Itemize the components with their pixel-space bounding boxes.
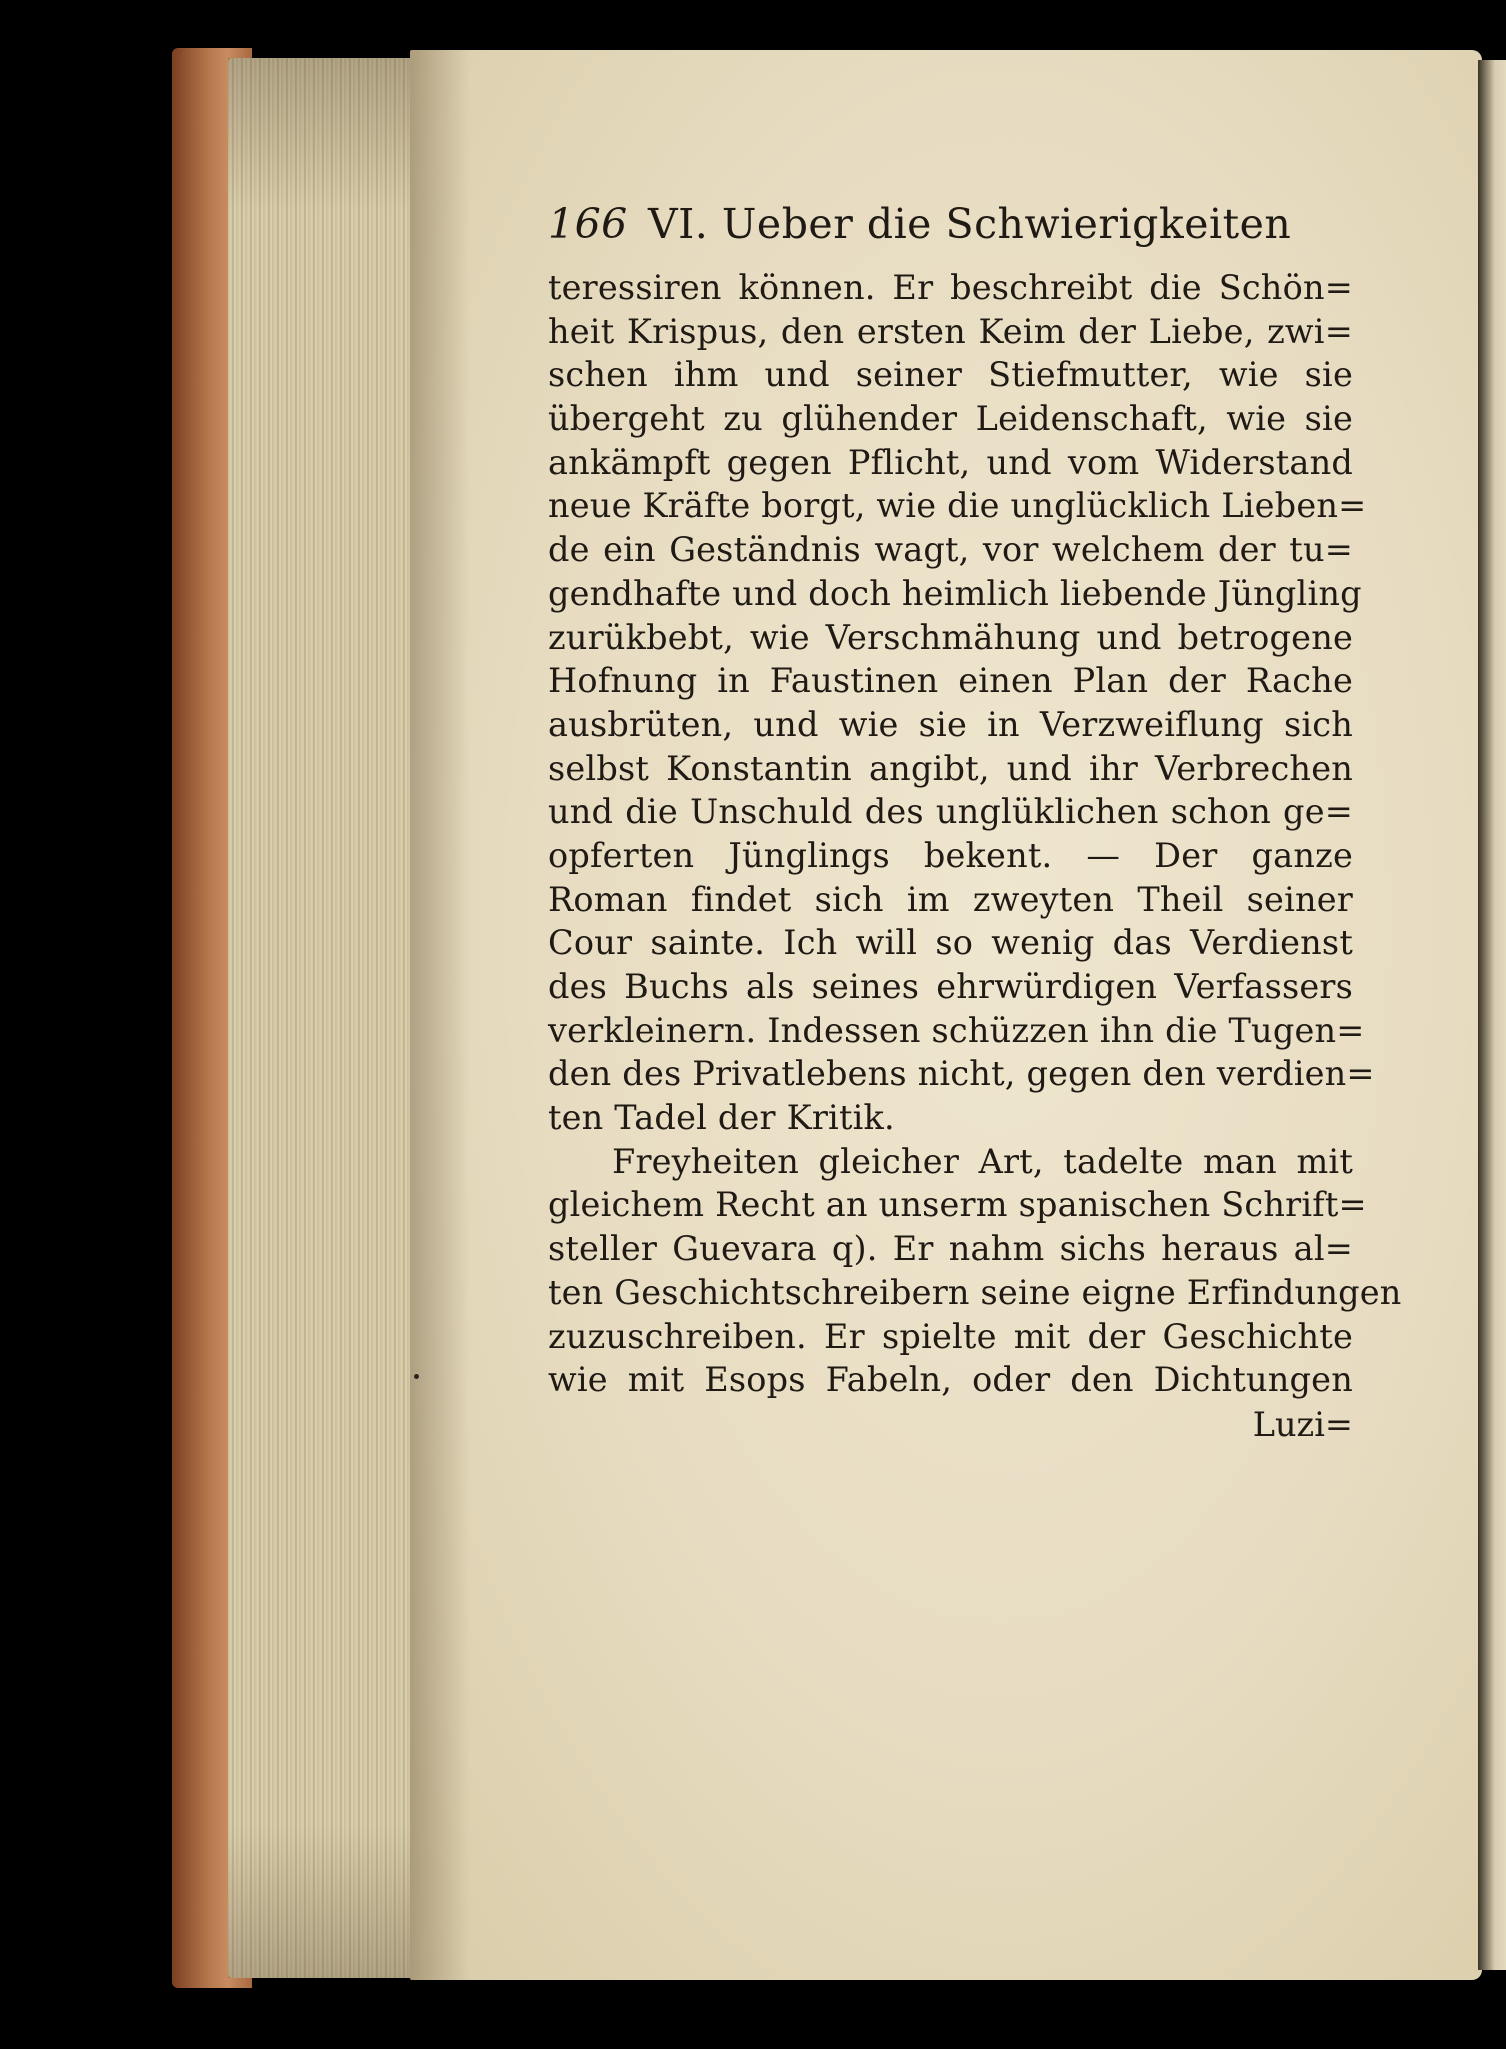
- text-block: [548, 200, 1402, 1448]
- margin-mark: [414, 1374, 419, 1379]
- facing-page-edge: [1478, 60, 1506, 1970]
- text-line: ankämpft gegen Pflicht, und vom Widerstand: [548, 442, 1353, 482]
- page-header: [548, 200, 1353, 266]
- text-line: Roman findet sich im zweyten Theil seiner: [548, 879, 1353, 919]
- text-line: und die Unschuld des unglüklichen schon ge=: [548, 792, 1353, 832]
- page-edges-shade: [228, 58, 418, 1978]
- gutter-shadow: [410, 50, 470, 1980]
- text-line: übergeht zu glühender Leidenschaft, wie sie: [548, 399, 1353, 439]
- text-line: gleichem Recht an unserm spanischen Schrift=: [548, 1185, 1367, 1225]
- text-line: steller Guevara q). Er nahm sichs heraus al=: [548, 1229, 1353, 1269]
- catchword: Luzi=: [1252, 1404, 1353, 1444]
- text-line: selbst Konstantin angibt, und ihr Verbrechen: [548, 748, 1353, 788]
- text-line: den des Privatlebens nicht, gegen den verdien=: [548, 1054, 1375, 1094]
- running-head: VI. Ueber die Schwierigkeiten: [648, 200, 1292, 248]
- page-number: 166: [548, 200, 628, 248]
- text-line: zurükbebt, wie Verschmähung und betrogene: [548, 617, 1353, 657]
- text-line: schen ihm und seiner Stiefmutter, wie sie: [548, 355, 1353, 395]
- text-line: des Buchs als seines ehrwürdigen Verfassers: [548, 967, 1353, 1006]
- text-line: Hofnung in Faustinen einen Plan der Rache: [548, 661, 1353, 701]
- text-line: zuzuschreiben. Er spielte mit der Geschichte: [548, 1316, 1353, 1356]
- text-line: ausbrüten, und wie sie in Verzweiflung sich: [548, 704, 1353, 744]
- paragraph-end-line: ten Tadel der Kritik.: [548, 1098, 895, 1138]
- paragraph-start-line: Freyheiten gleicher Art, tadelte man mit: [612, 1141, 1353, 1181]
- text-line: Cour sainte. Ich will so wenig das Verdienst: [548, 923, 1353, 963]
- text-line: neue Kräfte borgt, wie die unglücklich Lieben=: [548, 486, 1367, 526]
- text-line: teressiren können. Er beschreibt die Schön=: [548, 268, 1353, 307]
- text-line: de ein Geständnis wagt, vor welchem der tu=: [548, 530, 1353, 570]
- text-line: gendhafte und doch heimlich liebende Jüngling: [548, 573, 1362, 613]
- text-line: opferten Jünglings bekent. — Der ganze: [548, 835, 1353, 875]
- text-line: wie mit Esops Fabeln, oder den Dichtungen: [548, 1360, 1353, 1400]
- text-line: verkleinern. Indessen schüzzen ihn die Tugen=: [548, 1010, 1365, 1050]
- text-line: ten Geschichtschreibern seine eigne Erfindungen: [548, 1272, 1402, 1312]
- text-line: heit Krispus, den ersten Keim der Liebe, zwi=: [548, 311, 1353, 351]
